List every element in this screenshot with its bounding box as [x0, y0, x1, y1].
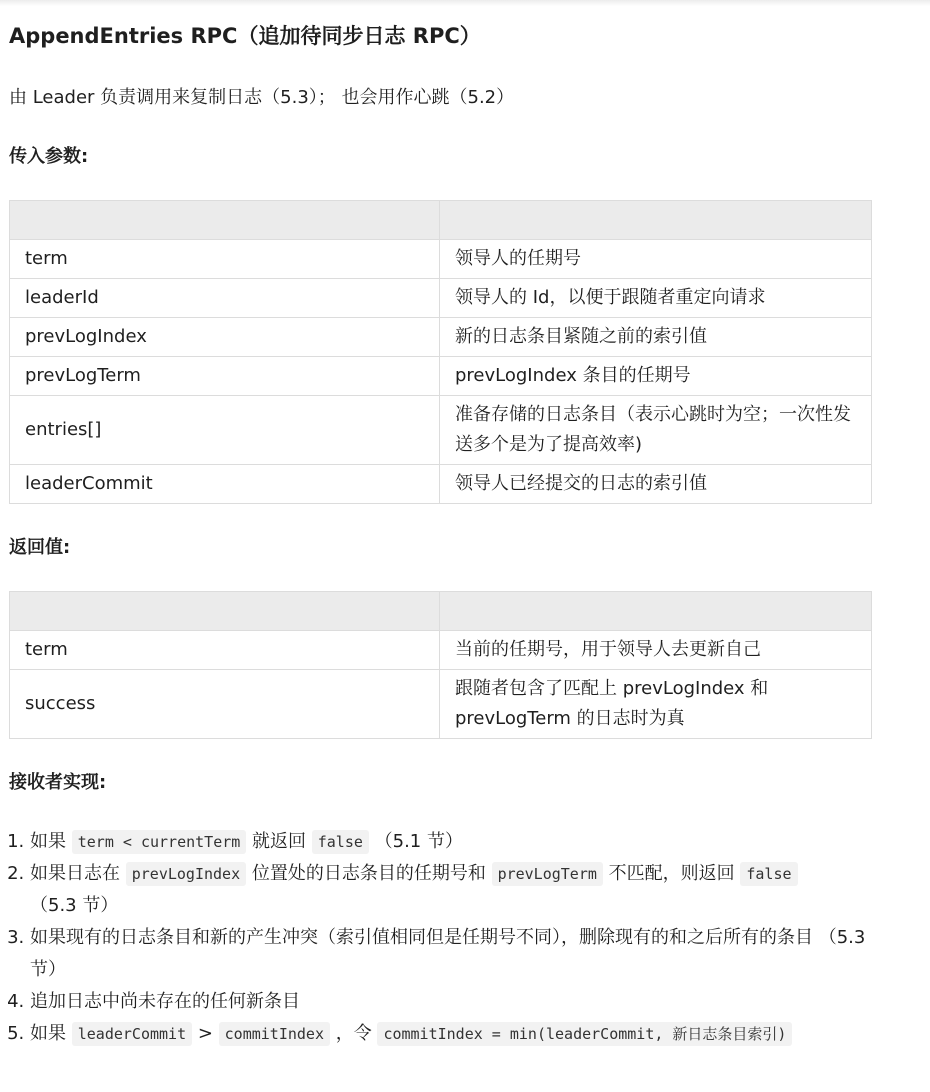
- header-cell: [440, 592, 872, 631]
- header-cell: [10, 201, 440, 240]
- returns-table: [9, 591, 872, 739]
- params-heading: 传入参数:: [9, 146, 89, 167]
- return-name: success: [10, 670, 440, 739]
- table-row: [10, 396, 872, 465]
- item-text: 如果现有的日志条目和新的产生冲突（索引值相同但是任期号不同），删除现有的和之后所有的条目 （5.3 节）: [30, 927, 866, 980]
- param-desc: 领导人的任期号: [440, 240, 872, 279]
- table-row: [10, 318, 872, 357]
- inline-code: term < currentTerm: [72, 830, 247, 854]
- item-text: 就返回: [246, 831, 312, 852]
- header-cell: [10, 592, 440, 631]
- list-item: [30, 1018, 885, 1050]
- list-item: [30, 858, 885, 922]
- list-item: [30, 826, 885, 858]
- inline-code: leaderCommit: [72, 1022, 192, 1046]
- inline-code: false: [312, 830, 369, 854]
- impl-list: [9, 826, 885, 1050]
- table-row: [10, 670, 872, 739]
- impl-heading: 接收者实现:: [9, 772, 107, 793]
- table-header-row: [10, 592, 872, 631]
- inline-code: commitIndex: [219, 1022, 330, 1046]
- inline-code: false: [740, 862, 797, 886]
- param-desc: 领导人的 Id，以便于跟随者重定向请求: [440, 279, 872, 318]
- param-name: prevLogIndex: [10, 318, 440, 357]
- inline-code: prevLogTerm: [492, 862, 603, 886]
- header-cell: [440, 201, 872, 240]
- table-row: [10, 240, 872, 279]
- item-text: >: [192, 1023, 219, 1044]
- param-desc: 新的日志条目紧随之前的索引值: [440, 318, 872, 357]
- return-desc: 当前的任期号，用于领导人去更新自己: [440, 631, 872, 670]
- inline-code: commitIndex = min(leaderCommit, 新日志条目索引): [377, 1022, 792, 1046]
- rpc-description: 由 Leader 负责调用来复制日志（5.3）； 也会用作心跳（5.2）: [9, 87, 515, 108]
- page-title: AppendEntries RPC（追加待同步日志 RPC）: [9, 24, 481, 48]
- item-text: （5.1 节）: [368, 831, 463, 852]
- param-desc: prevLogIndex 条目的任期号: [440, 357, 872, 396]
- return-desc: 跟随者包含了匹配上 prevLogIndex 和 prevLogTerm 的日志时为真: [440, 670, 872, 739]
- item-text: 如果: [30, 831, 72, 852]
- table-row: [10, 357, 872, 396]
- return-name: term: [10, 631, 440, 670]
- item-text: 位置处的日志条目的任期号和: [246, 863, 492, 884]
- list-item: [30, 922, 885, 986]
- item-text: 如果日志在: [30, 863, 126, 884]
- param-name: term: [10, 240, 440, 279]
- param-desc: 领导人已经提交的日志的索引值: [440, 465, 872, 504]
- param-desc: 准备存储的日志条目（表示心跳时为空；一次性发送多个是为了提高效率): [440, 396, 872, 465]
- item-text: 追加日志中尚未存在的任何新条目: [30, 991, 300, 1012]
- item-text: ，令: [329, 1023, 378, 1044]
- item-text: 如果: [30, 1023, 72, 1044]
- top-shadow: [0, 0, 930, 6]
- param-name: entries[]: [10, 396, 440, 465]
- list-item: [30, 986, 885, 1018]
- item-text: （5.3 节）: [30, 895, 119, 916]
- table-row: [10, 465, 872, 504]
- inline-code: prevLogIndex: [126, 862, 246, 886]
- table-row: [10, 631, 872, 670]
- table-row: [10, 279, 872, 318]
- param-name: leaderId: [10, 279, 440, 318]
- params-table: [9, 200, 872, 504]
- param-name: leaderCommit: [10, 465, 440, 504]
- returns-heading: 返回值:: [9, 537, 71, 558]
- param-name: prevLogTerm: [10, 357, 440, 396]
- item-text: 不匹配，则返回: [602, 863, 741, 884]
- table-header-row: [10, 201, 872, 240]
